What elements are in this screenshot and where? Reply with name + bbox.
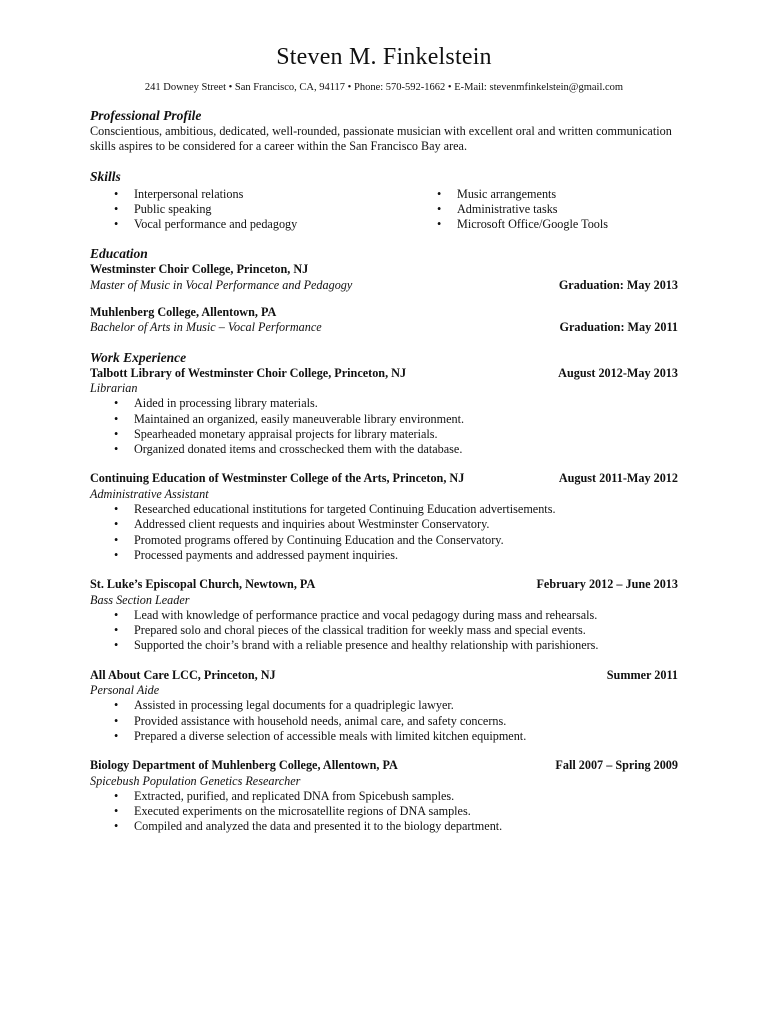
duty-list [90,698,678,744]
skill-item: • Administrative tasks [413,202,608,217]
skill-item: • Interpersonal relations [90,187,413,202]
job-title: Administrative Assistant [90,486,209,501]
duty-item: • Researched educational institutions for targeted Continuing Education advertisements. [90,502,678,517]
work-entry [90,577,678,653]
duty-item: • Promoted programs offered by Continuing Education and the Conservatory. [90,533,678,548]
skill-item: • Music arrangements [413,187,608,202]
degree: Master of Music in Vocal Performance and Pedagogy [90,277,353,292]
duty-item: • Organized donated items and crosschecked them with the database. [90,442,678,457]
graduation-date: Graduation: May 2013 [558,277,678,292]
duty-item: • Prepared a diverse selection of accessible meals with limited kitchen equipment. [90,729,678,744]
duty-item: • Provided assistance with household needs, animal care, and safety concerns. [90,714,678,729]
duty-item: • Maintained an organized, easily maneuverable library environment. [90,412,678,427]
job-title: Spicebush Population Genetics Researcher [90,773,301,788]
school-name: Muhlenberg College, Allentown, PA [90,305,277,320]
resume-body [90,108,678,835]
job-title: Librarian [90,380,138,395]
candidate-name: Steven M. Finkelstein [276,44,492,70]
skill-item: • Vocal performance and pedagogy [90,217,413,232]
job-title: Bass Section Leader [90,592,190,607]
employer: Biology Department of Muhlenberg College, Allentown, PA [90,758,398,773]
duty-item: • Aided in processing library materials. [90,396,678,411]
skill-item: • Microsoft Office/Google Tools [413,217,608,232]
graduation-date: Graduation: May 2011 [559,320,678,335]
profile-heading: Professional Profile [90,108,202,123]
work-entry [90,758,678,834]
employment-dates: August 2012-May 2013 [558,365,678,380]
education-entry [90,305,678,336]
duty-list [90,396,678,457]
work-entry [90,366,678,458]
duty-item: • Addressed client requests and inquiries about Westminster Conservatory. [90,517,678,532]
employer: Talbott Library of Westminster Choir College, Princeton, NJ [90,365,407,380]
degree: Bachelor of Arts in Music – Vocal Performance [90,320,322,335]
job-title: Personal Aide [90,683,160,698]
duty-item: • Assisted in processing legal documents for a quadriplegic lawyer. [90,698,678,713]
work-entry [90,668,678,744]
skills-heading: Skills [90,168,121,184]
duty-list [90,789,678,835]
duty-list [90,502,678,563]
employment-dates: Fall 2007 – Spring 2009 [555,758,678,773]
duty-item: • Executed experiments on the microsatellite regions of DNA samples. [90,804,678,819]
duty-item: • Processed payments and addressed payment inquiries. [90,548,678,563]
employer: St. Luke’s Episcopal Church, Newtown, PA [90,577,316,592]
skills-column-left [90,187,413,233]
duty-item: • Extracted, purified, and replicated DNA from Spicebush samples. [90,789,678,804]
duty-item: • Lead with knowledge of performance practice and vocal pedagogy during mass and rehearsals. [90,608,678,623]
profile-text: Conscientious, ambitious, dedicated, well-rounded, passionate musician with excellent oral and written communication skills aspires to be considered for a career within the San Francisco Bay area. [90,124,672,154]
employer: Continuing Education of Westminster College of the Arts, Princeton, NJ [90,471,465,486]
employment-dates: August 2011-May 2012 [558,471,678,486]
education-entry [90,262,678,293]
employment-dates: Summer 2011 [606,667,678,682]
duty-item: • Prepared solo and choral pieces of the classical tradition for weekly mass and special events. [90,623,678,638]
employer: All About Care LCC, Princeton, NJ [90,667,276,682]
duty-list [90,608,678,654]
education-heading: Education [90,246,148,262]
work-entry [90,471,678,563]
employment-dates: February 2012 – June 2013 [536,577,678,592]
contact-line: 241 Downey Street • San Francisco, CA, 94117 • Phone: 570-592-1662 • E-Mail: stevenmfinkelstein@gmail.com [144,82,624,93]
duty-item: • Compiled and analyzed the data and presented it to the biology department. [90,819,678,834]
school-name: Westminster Choir College, Princeton, NJ [90,262,309,277]
skills-list [90,187,678,233]
skills-column-right [413,187,608,233]
duty-item: • Spearheaded monetary appraisal projects for library materials. [90,427,678,442]
skill-item: • Public speaking [90,202,413,217]
work-heading: Work Experience [90,349,187,365]
duty-item: • Supported the choir’s brand with a reliable presence and healthy relationship with parishioners. [90,638,678,653]
